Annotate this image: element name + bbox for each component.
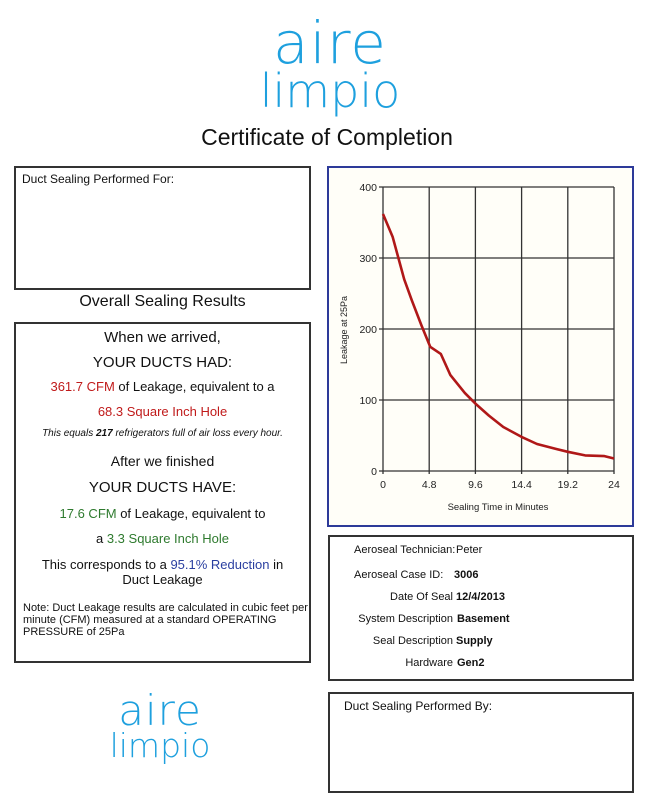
after-hole: 3.3 Square Inch Hole	[106, 531, 229, 546]
arrived-line: When we arrived,	[104, 329, 221, 346]
after-cfm-suffix: of Leakage, equivalent to	[116, 506, 266, 521]
technician-value: Peter	[456, 544, 483, 556]
reduction-suffix: in	[269, 557, 284, 572]
had-line: YOUR DUCTS HAD:	[92, 354, 233, 371]
fridge-prefix: This equals	[42, 428, 96, 439]
details-box	[328, 535, 634, 681]
system-value: Basement	[457, 613, 510, 625]
before-line	[16, 379, 309, 394]
case-label: Aeroseal Case ID:	[354, 569, 444, 581]
after-cfm: 17.6 CFM	[59, 506, 117, 521]
performed-by-box	[328, 692, 634, 793]
chart-box	[327, 166, 634, 527]
logo-text-aire: aire	[118, 686, 202, 735]
y-tick-label: 200	[359, 324, 377, 336]
leakage-line	[383, 214, 614, 459]
reduction-line2: Duct Leakage	[122, 572, 203, 587]
before-hole: 68.3 Square Inch Hole	[97, 404, 228, 419]
before-cfm-suffix: of Leakage, equivalent to a	[114, 379, 275, 394]
results-heading: Overall Sealing Results	[79, 293, 246, 310]
date-label: Date Of Seal	[390, 591, 453, 603]
reduction-line	[16, 557, 309, 587]
x-tick-label: 4.8	[421, 479, 437, 491]
before-cfm: 361.7 CFM	[50, 379, 115, 394]
x-tick-label: 9.6	[468, 479, 483, 491]
logo-text-limpio: limpio	[259, 64, 401, 118]
results-note: Note: Duct Leakage results are calculated in cubic feet per minute (CFM) measured at a standard OPERATING PRESSURE of 25Pa	[23, 602, 308, 638]
technician-label: Aeroseal Technician:	[354, 544, 456, 556]
logo-text-aire: aire	[273, 9, 387, 77]
y-tick-label: 300	[359, 253, 377, 265]
bottom-logo	[90, 686, 230, 765]
after-hole-line	[16, 531, 309, 546]
hardware-label: Hardware	[405, 657, 453, 669]
system-label: System Description	[358, 613, 453, 625]
case-value: 3006	[454, 569, 479, 581]
finished-line: After we finished	[110, 453, 215, 469]
x-axis-label: Sealing Time in Minutes	[447, 502, 549, 513]
page-title: Certificate of Completion	[201, 124, 453, 150]
reduction-value: 95.1% Reduction	[170, 557, 270, 572]
y-tick-label: 400	[359, 182, 377, 194]
fridge-suffix: refrigerators full of air loss every hour.	[112, 428, 283, 439]
after-line	[16, 506, 309, 521]
performed-for-label: Duct Sealing Performed For:	[22, 172, 175, 186]
performed-for-box	[14, 166, 311, 290]
results-box	[14, 322, 311, 663]
leakage-chart	[329, 168, 632, 525]
reduction-prefix: This corresponds to a	[41, 557, 171, 572]
x-tick-label: 24	[608, 479, 620, 491]
seal-value: Supply	[456, 635, 493, 647]
top-logo	[250, 9, 410, 118]
fridge-line	[16, 428, 309, 439]
performed-by-label: Duct Sealing Performed By:	[344, 699, 493, 713]
x-tick-label: 19.2	[557, 479, 579, 491]
y-tick-label: 100	[359, 395, 377, 407]
after-hole-prefix: a	[96, 531, 107, 546]
y-axis-label: Leakage at 25Pa	[339, 295, 349, 365]
fridge-count: 217	[95, 428, 113, 439]
seal-label: Seal Description	[372, 635, 453, 647]
x-tick-label: 14.4	[511, 479, 532, 491]
y-tick-label: 0	[371, 466, 377, 478]
logo-text-limpio: limpio	[109, 726, 211, 765]
date-value: 12/4/2013	[456, 591, 505, 603]
x-tick-label: 0	[380, 479, 386, 491]
hardware-value: Gen2	[457, 657, 485, 669]
have-line: YOUR DUCTS HAVE:	[88, 479, 237, 496]
